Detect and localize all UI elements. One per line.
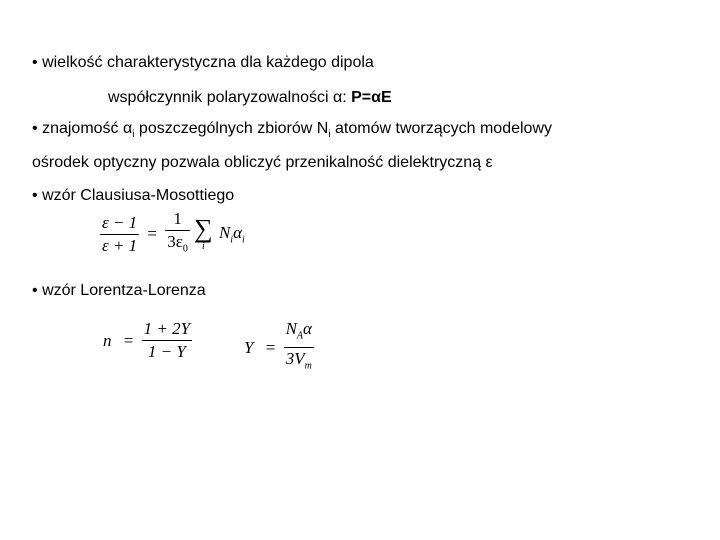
subscript-i: i [328, 129, 331, 141]
bullet-marker: • [32, 54, 38, 71]
bullet-item-clausius [32, 186, 234, 206]
lhs-fraction [100, 212, 139, 257]
item-text-a: znajomość α [42, 120, 133, 137]
sum-term [219, 223, 245, 245]
bullet-item-continuation [32, 153, 493, 173]
y-num-alpha: α [303, 319, 312, 338]
y-denominator [284, 348, 314, 377]
item-text-b: poszczególnych zbiorów N [134, 120, 329, 137]
polarizability-line [108, 88, 392, 108]
clausius-mosotti-formula [100, 208, 249, 260]
y-den-base: 3V [285, 349, 305, 369]
n-denominator: 1 − Y [147, 342, 186, 361]
polarization-formula: P=αE [351, 89, 392, 106]
sum-index: i [202, 241, 205, 253]
polarizability-text: współczynnik polaryzowalności α: [108, 89, 352, 106]
y-symbol: Y [244, 337, 254, 357]
continuation-text: ośrodek optyczny pozwala obliczyć przenikalność dielektryczną ε [32, 154, 493, 171]
y-den-sub: m [304, 360, 312, 372]
item-text-c: atomów tworzących modelowy [330, 120, 552, 137]
rhs-fraction [165, 208, 190, 260]
item-text: wzór Lorentza-Lorenza [42, 282, 206, 299]
rhs-denominator [165, 231, 190, 260]
y-num-sub: A [296, 330, 304, 342]
item-text: wielkość charakterystyczna dla każdego dipola [42, 54, 374, 71]
equals-sign: = [123, 330, 134, 350]
term-sub-1: i [230, 234, 234, 246]
term-n: N [218, 223, 231, 242]
equals-sign: = [147, 224, 158, 244]
bullet-item-lorentz [32, 281, 206, 301]
y-fraction [284, 318, 314, 378]
y-num-n: N [285, 319, 297, 338]
lhs-numerator: ε − 1 [100, 212, 139, 235]
lhs-denominator: ε + 1 [102, 235, 138, 255]
summation [194, 216, 213, 252]
item-text: wzór Clausiusa-Mosottiego [42, 187, 235, 204]
term-sub-2: i [242, 234, 245, 246]
bullet-marker: • [32, 120, 38, 137]
bullet-item-dipole [32, 53, 374, 73]
n-fraction [142, 318, 192, 363]
y-numerator [284, 318, 314, 348]
refractive-index-formula [103, 318, 192, 363]
rhs-den-sub: 0 [182, 243, 188, 255]
n-numerator: 1 + 2Y [142, 318, 192, 341]
term-alpha: α [233, 223, 243, 242]
bullet-item-knowledge [32, 119, 552, 145]
sum-symbol: ∑ [194, 214, 213, 244]
subscript-i: i [132, 129, 135, 141]
equals-sign: = [265, 337, 276, 357]
bullet-marker: • [32, 187, 38, 204]
rhs-numerator: 1 [165, 208, 190, 231]
n-symbol: n [103, 330, 112, 350]
rhs-den-base: 3ε [167, 232, 183, 251]
y-parameter-formula [244, 318, 314, 378]
bullet-marker: • [32, 282, 38, 299]
